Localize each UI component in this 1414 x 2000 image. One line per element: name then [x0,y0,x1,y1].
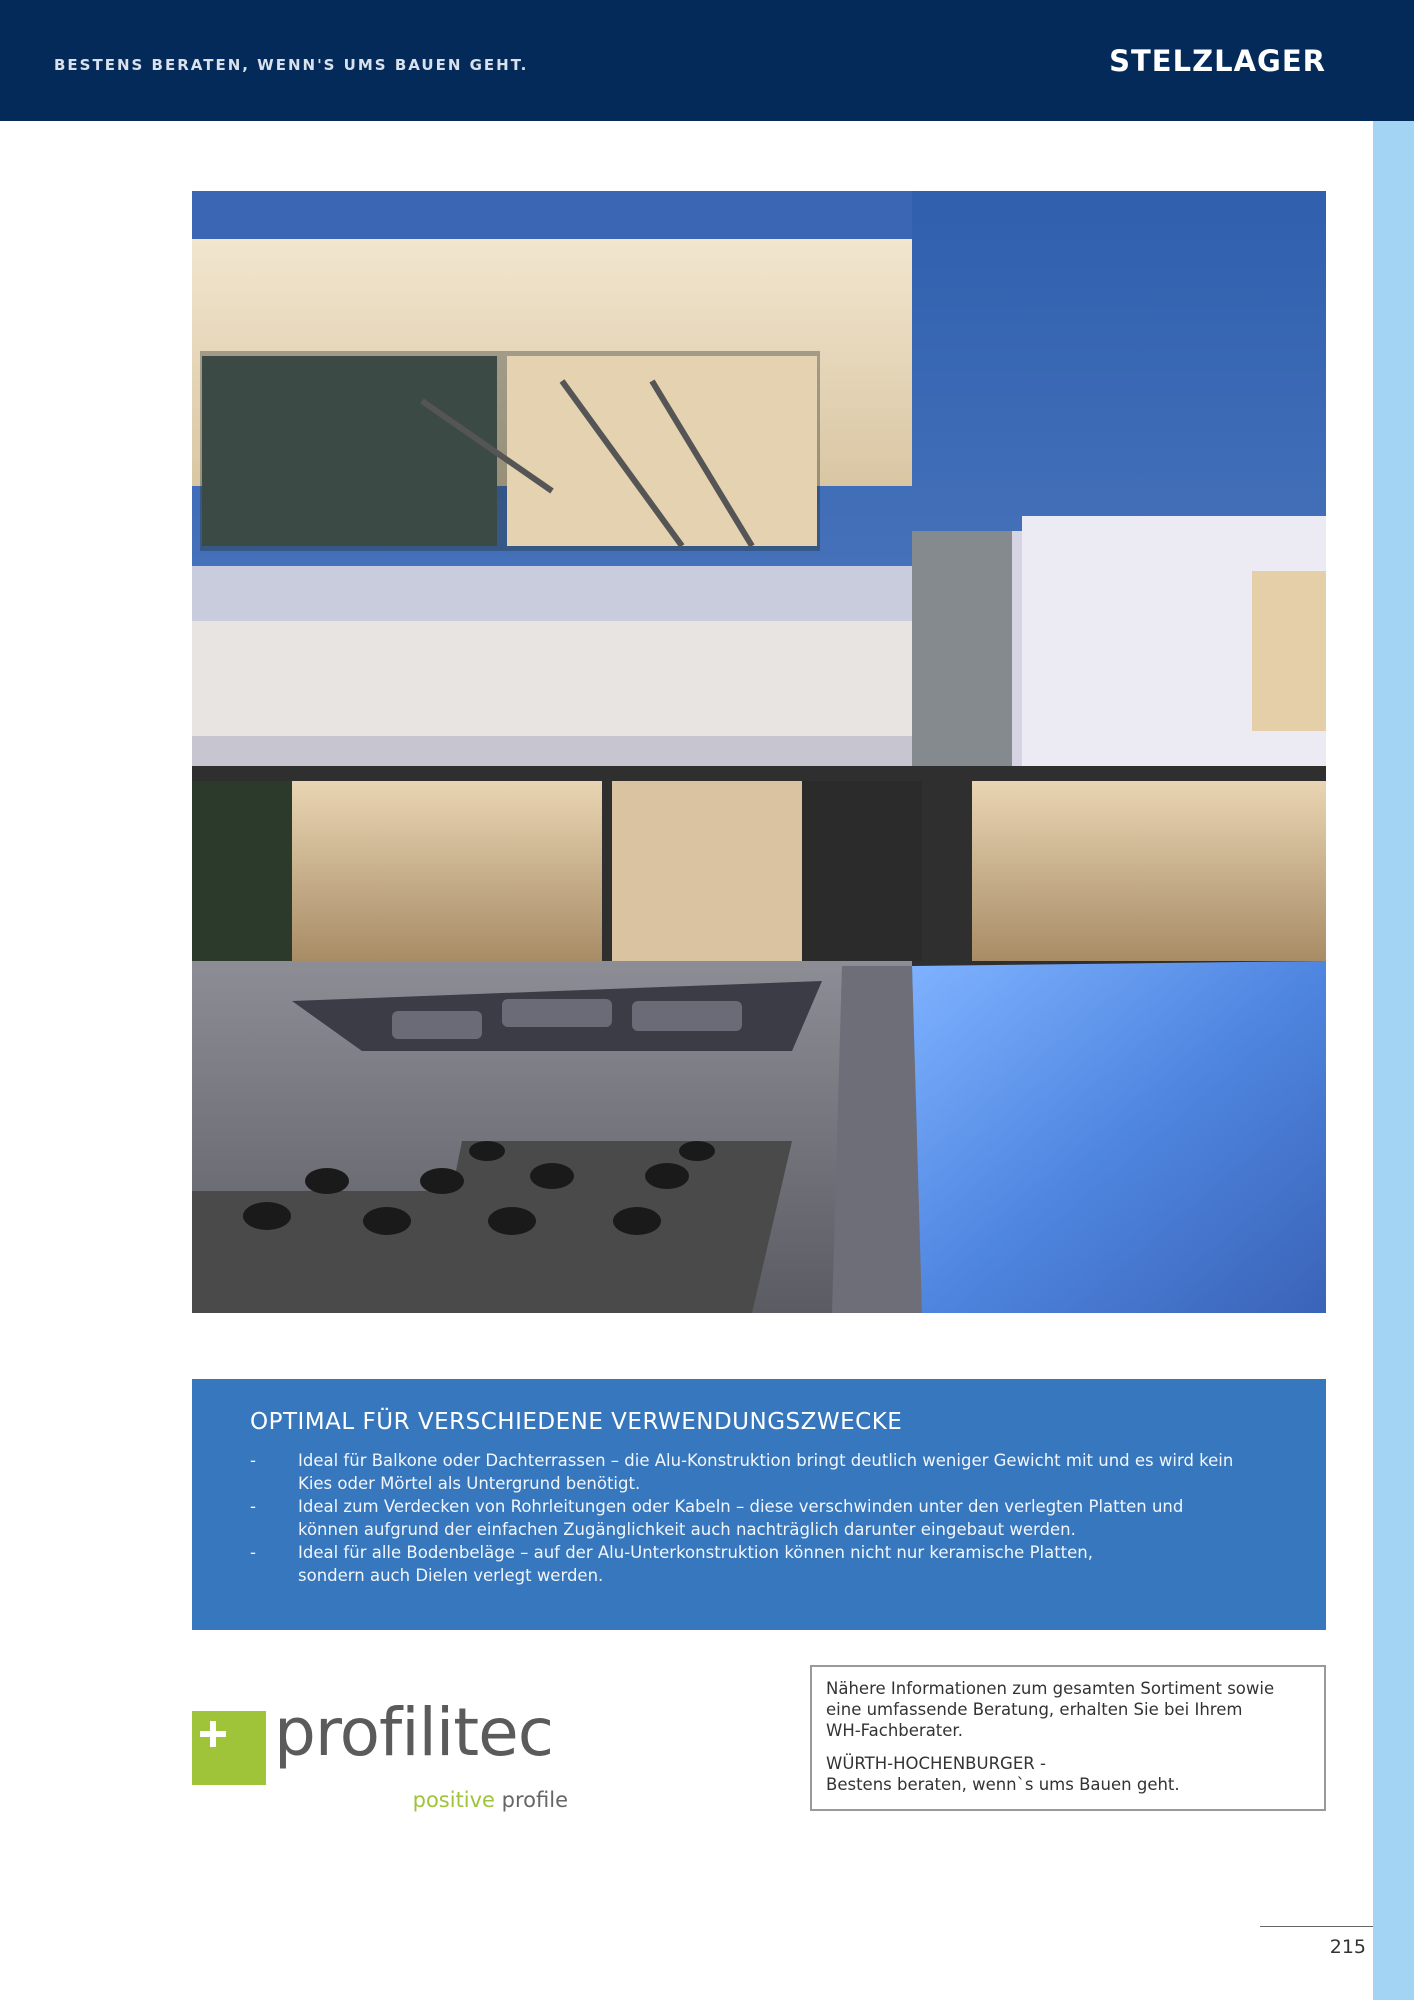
contact-company: WÜRTH-HOCHENBURGER - [826,1754,1046,1773]
list-item-line: Kies oder Mörtel als Untergrund benötigt. [298,1474,641,1493]
list-item-line: können aufgrund der einfachen Zugänglichkeit auch nachträglich darunter eingebaut werden. [298,1520,1076,1539]
logo-wordmark: profilitec [274,1694,553,1771]
hero-photo [192,191,1326,1313]
contact-line: WH-Fachberater. [826,1721,963,1740]
info-list [250,1449,1286,1587]
bullet-dash: - [250,1543,256,1562]
list-item [250,1449,1286,1495]
bullet-dash: - [250,1497,256,1516]
contact-slogan: Bestens beraten, wenn`s ums Bauen geht. [826,1775,1180,1794]
plus-icon [192,1711,266,1785]
contact-line: eine umfassende Beratung, erhalten Sie bei Ihrem [826,1700,1243,1719]
page-header [0,0,1414,121]
contact-box [810,1665,1326,1811]
profilitec-logo [192,1694,592,1820]
list-item-line: Ideal zum Verdecken von Rohrleitungen oder Kabeln – diese verschwinden unter den verlegten Platten und [298,1497,1184,1516]
list-item [250,1495,1286,1541]
side-accent-bar [1373,121,1414,2000]
info-box [192,1379,1326,1630]
villa-pool-terrace-photo [192,191,1326,1313]
logo-slogan [413,1788,568,1812]
page-number-rule [1260,1926,1373,1927]
list-item-line: Ideal für Balkone oder Dachterrassen – die Alu-Konstruktion bringt deutlich weniger Gewicht mit und es wird kein [298,1451,1234,1470]
info-title: OPTIMAL FÜR VERSCHIEDENE VERWENDUNGSZWECKE [250,1409,903,1435]
page-number: 215 [1329,1936,1366,1958]
bullet-dash: - [250,1451,256,1470]
contact-line: Nähere Informationen zum gesamten Sortiment sowie [826,1679,1275,1698]
logo-slogan-rest: profile [494,1788,568,1812]
list-item [250,1541,1286,1587]
list-item-line: Ideal für alle Bodenbeläge – auf der Alu-Unterkonstruktion können nicht nur keramische Platten, [298,1543,1094,1562]
header-tagline: BESTENS BERATEN, WENN'S UMS BAUEN GEHT. [54,56,529,74]
header-title: STELZLAGER [1109,44,1326,78]
list-item-line: sondern auch Dielen verlegt werden. [298,1566,604,1585]
logo-slogan-accent: positive [412,1788,495,1812]
